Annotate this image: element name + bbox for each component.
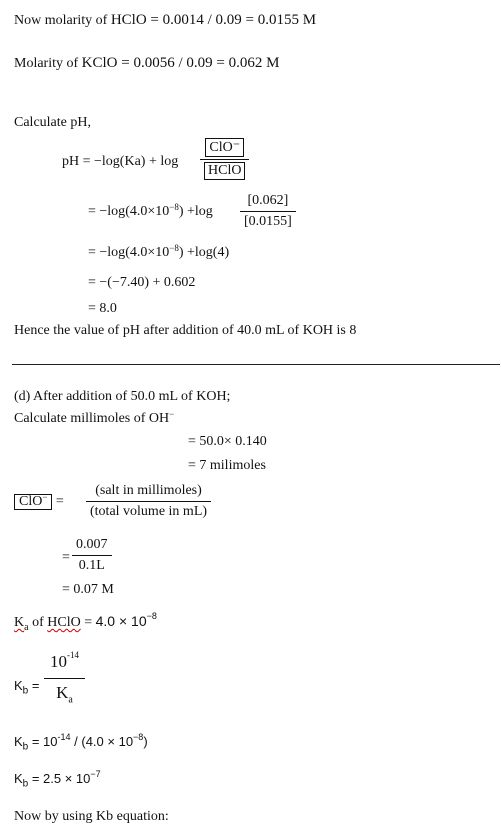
clo-label: ClO bbox=[19, 494, 43, 509]
kb-calc-line bbox=[14, 732, 148, 753]
molarity-hclo-line bbox=[14, 13, 316, 28]
kb1-num: 10 bbox=[50, 652, 67, 671]
calculate-millimoles-line bbox=[14, 409, 175, 426]
ph-equation-2: = $-\log(4.0\times 10^{-8}) +\log$ bbox=[88, 202, 213, 219]
kb-formula-fraction bbox=[44, 652, 85, 705]
ph-eq3-exp: −8 bbox=[169, 243, 179, 253]
kb1-den-sub: a bbox=[68, 694, 73, 706]
kb1-k: K bbox=[14, 678, 23, 693]
ph-eq1-numerator: ClO⁻ bbox=[205, 138, 244, 157]
clo-calc-numerator: 0.007 bbox=[76, 537, 108, 552]
ph-eq3-post: +log(4) bbox=[187, 245, 230, 260]
ka-exp: −8 bbox=[146, 611, 157, 621]
clo-fraction bbox=[86, 483, 211, 520]
kb1-sub: b bbox=[22, 685, 29, 697]
kb2-exp: -14 bbox=[57, 732, 71, 742]
clo-calc-fraction bbox=[72, 537, 112, 574]
ph-eq2-fraction bbox=[240, 193, 296, 230]
oh-charge: − bbox=[169, 409, 175, 419]
calculate-millimoles-text: Calculate millimoles of OH bbox=[14, 411, 170, 426]
calculate-ph-heading: Calculate pH, bbox=[14, 115, 91, 130]
clo-numerator: (salt in millimoles) bbox=[95, 483, 202, 498]
clo-result: = 0.07 M bbox=[62, 582, 114, 597]
kb2-sub: b bbox=[22, 741, 29, 753]
kb3-exp: −7 bbox=[90, 769, 101, 779]
molarity-kclo-line bbox=[14, 56, 279, 71]
kb1-den: K bbox=[56, 683, 69, 702]
ph-eq1-fraction bbox=[200, 138, 249, 180]
kb2-k: K bbox=[14, 734, 23, 749]
clo-calc-equals: = bbox=[62, 550, 70, 565]
kb3-sub: b bbox=[22, 778, 29, 790]
ph-eq1-lhs: pH = −log bbox=[62, 154, 120, 169]
clo-concentration-lhs bbox=[14, 494, 64, 510]
molarity-hclo-equation: HClO = 0.0014 / 0.09 = 0.0155 M bbox=[110, 12, 317, 28]
kb1-eq: = bbox=[28, 678, 40, 693]
ka-value: 4.0 × 10 bbox=[95, 613, 147, 629]
ka-sub: a bbox=[24, 621, 29, 633]
molarity-hclo-prefix: Now molarity of bbox=[14, 13, 111, 28]
ph-eq3-arg: 4.0×10 bbox=[129, 245, 170, 260]
part-d-heading: (d) After addition of 50.0 mL of KOH; bbox=[14, 389, 231, 404]
ph-equation-5: = 8.0 bbox=[88, 301, 117, 316]
millimoles-calc-1: = 50.0× 0.140 bbox=[188, 434, 267, 449]
clo-equals: = bbox=[55, 494, 64, 509]
ph-eq3-prefix: = −log bbox=[88, 245, 126, 260]
ph-eq2-prefix: = −log bbox=[88, 204, 126, 219]
clo-denominator: (total volume in mL) bbox=[90, 504, 208, 519]
kb2-close: ) bbox=[143, 734, 148, 749]
ph-eq2-plus-log: +log bbox=[187, 204, 213, 219]
clo-charge: − bbox=[42, 492, 48, 502]
kb-formula-lhs bbox=[14, 679, 39, 697]
section-divider bbox=[12, 364, 500, 365]
molarity-kclo-prefix: Molarity of bbox=[14, 56, 82, 71]
ph-eq1-ka: (Ka) bbox=[119, 154, 146, 169]
kb-result-line bbox=[14, 769, 101, 790]
ph-eq2-numerator: [0.062] bbox=[247, 193, 289, 208]
ka-of: of bbox=[28, 615, 48, 630]
ph-equation-3: = $-\log(4.0\times 10^{-8}) +\log(4)$ bbox=[88, 243, 230, 260]
kb3-k: K bbox=[14, 771, 23, 786]
ph-conclusion: Hence the value of pH after addition of 40.0 mL of KOH is 8 bbox=[14, 323, 357, 338]
ka-hclo: HClO bbox=[47, 615, 81, 630]
kb2-eq: = 10 bbox=[28, 734, 58, 749]
ph-equation-4: = −(−7.40) + 0.602 bbox=[88, 275, 196, 290]
kb3-eq: = 2.5 × 10 bbox=[28, 771, 91, 786]
kb2-rest: / (4.0 × 10 bbox=[70, 734, 134, 749]
kb2-exp2: −8 bbox=[133, 732, 144, 742]
ka-k: K bbox=[14, 615, 25, 630]
ph-eq2-denominator: [0.0155] bbox=[244, 214, 292, 229]
kb1-num-exp: -14 bbox=[67, 650, 79, 660]
kb-equation-intro: Now by using Kb equation: bbox=[14, 809, 169, 824]
clo-calc-denominator: 0.1L bbox=[78, 558, 105, 573]
ph-equation-1 bbox=[62, 155, 178, 169]
ka-line: $K_a$ of HClO = $4.0 \times 10^{-8}$ bbox=[14, 611, 157, 633]
molarity-kclo-equation: KClO = 0.0056 / 0.09 = 0.062 M bbox=[81, 55, 280, 71]
ph-eq2-arg: 4.0×10 bbox=[129, 204, 170, 219]
ph-eq1-denominator: HClO bbox=[204, 162, 245, 180]
ph-eq1-plus-log: + log bbox=[148, 154, 179, 169]
millimoles-calc-2: = 7 milimoles bbox=[188, 458, 266, 473]
ph-eq2-exp: −8 bbox=[169, 202, 179, 212]
